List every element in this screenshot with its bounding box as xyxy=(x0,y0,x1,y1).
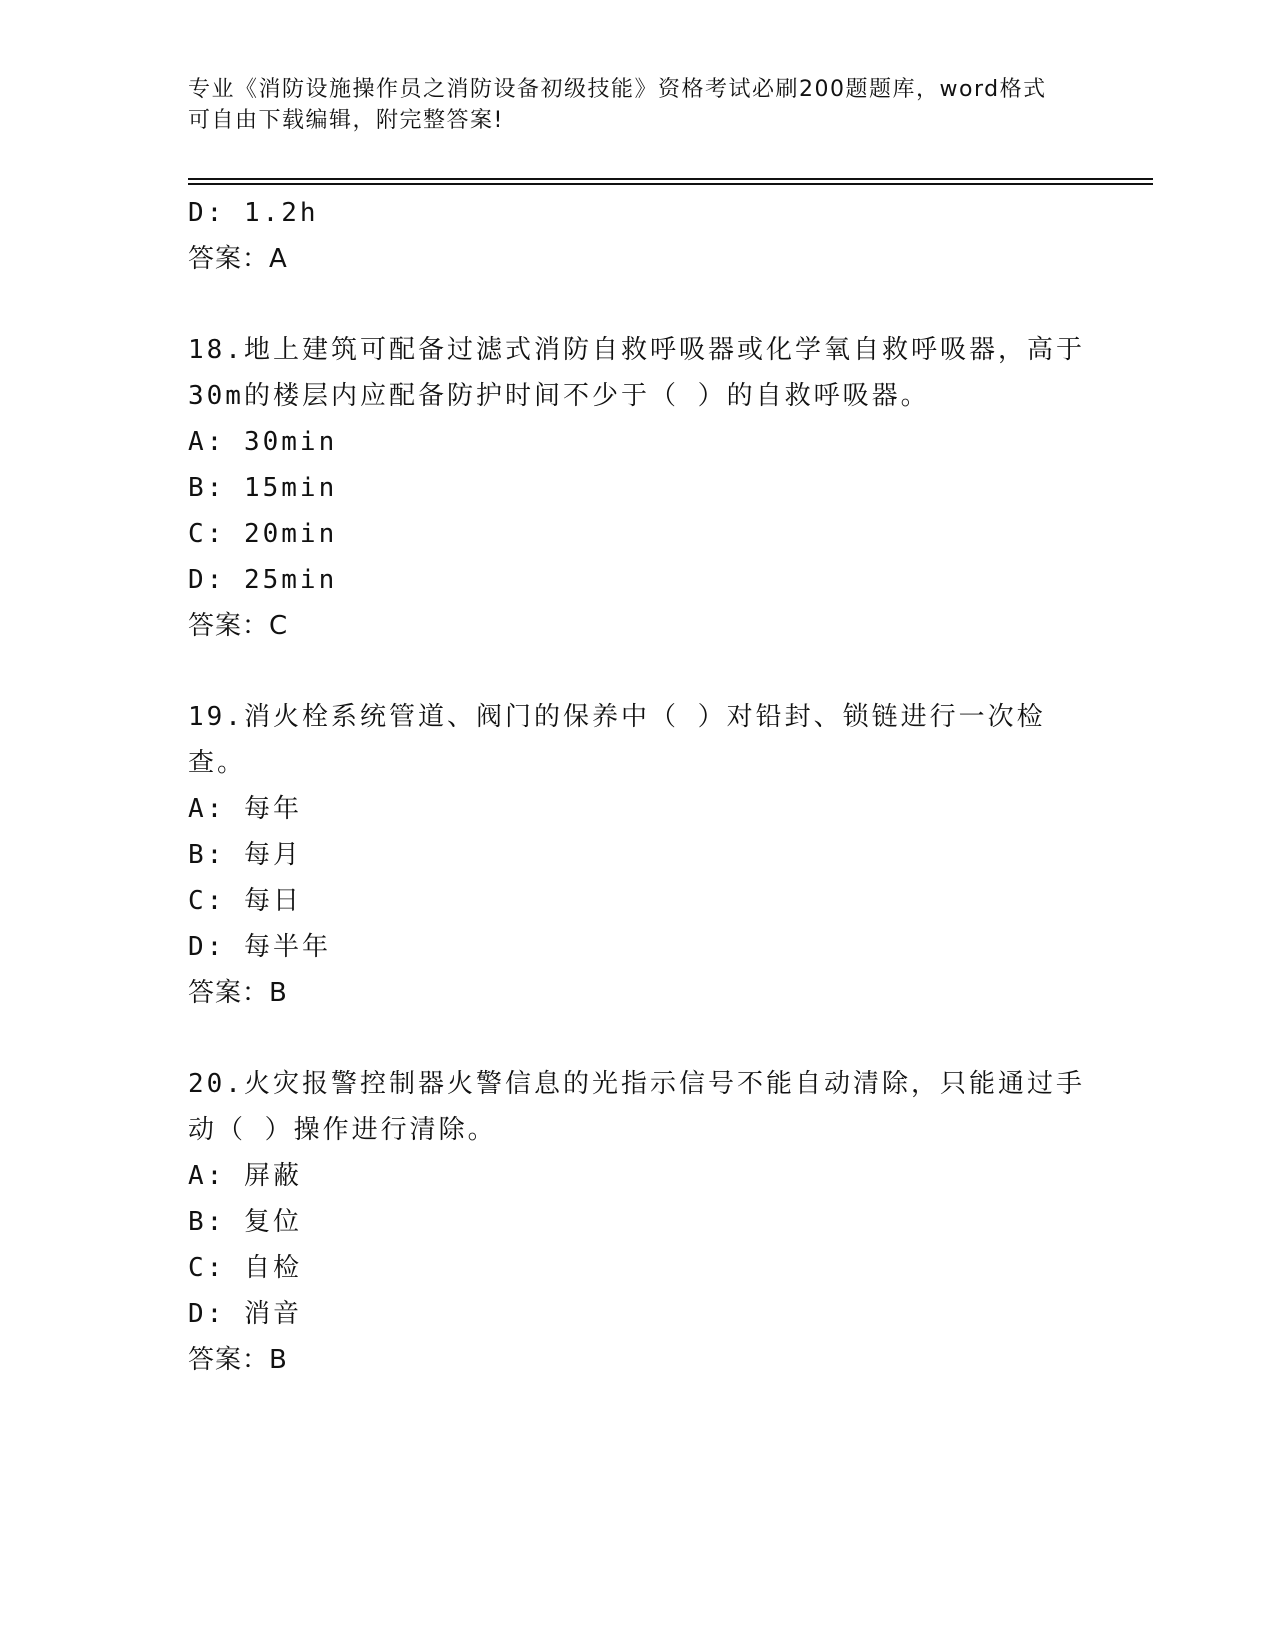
option-c: C: 每日 xyxy=(188,886,302,916)
question-stem: 18.地上建筑可配备过滤式消防自救呼吸器或化学氧自救呼吸器，高于30m的楼层内应配备防护时间不少于（ ）的自救呼吸器。 xyxy=(188,335,1085,411)
option-d: D: 消音 xyxy=(188,1299,302,1329)
option-c: C: 20min xyxy=(188,519,338,549)
option-b: B: 15min xyxy=(188,473,338,503)
document-body xyxy=(188,190,1088,1383)
option-b: B: 复位 xyxy=(188,1207,302,1237)
prev-option-d: D: 1.2h xyxy=(188,198,319,228)
prev-answer: 答案：A xyxy=(188,244,288,274)
question-stem: 20.火灾报警控制器火警信息的光指示信号不能自动清除，只能通过手动（ ）操作进行清除。 xyxy=(188,1069,1085,1145)
answer: 答案：C xyxy=(188,611,289,641)
answer: 答案：B xyxy=(188,1345,288,1375)
document-header: 专业《消防设施操作员之消防设备初级技能》资格考试必刷200题题库，word格式可自由下载编辑，附完整答案! xyxy=(188,77,1047,133)
option-c: C: 自检 xyxy=(188,1253,302,1283)
header-rule-bottom xyxy=(188,183,1153,185)
option-d: D: 每半年 xyxy=(188,932,331,962)
option-a: A: 每年 xyxy=(188,794,302,824)
option-b: B: 每月 xyxy=(188,840,302,870)
option-a: A: 30min xyxy=(188,427,338,457)
header-rule-top xyxy=(188,178,1153,180)
question-stem: 19.消火栓系统管道、阀门的保养中（ ）对铅封、锁链进行一次检查。 xyxy=(188,702,1046,778)
answer: 答案：B xyxy=(188,978,288,1008)
option-d: D: 25min xyxy=(188,565,338,595)
question-18 xyxy=(188,327,1088,649)
question-20 xyxy=(188,1061,1088,1383)
option-a: A: 屏蔽 xyxy=(188,1161,302,1191)
question-19 xyxy=(188,694,1088,1016)
